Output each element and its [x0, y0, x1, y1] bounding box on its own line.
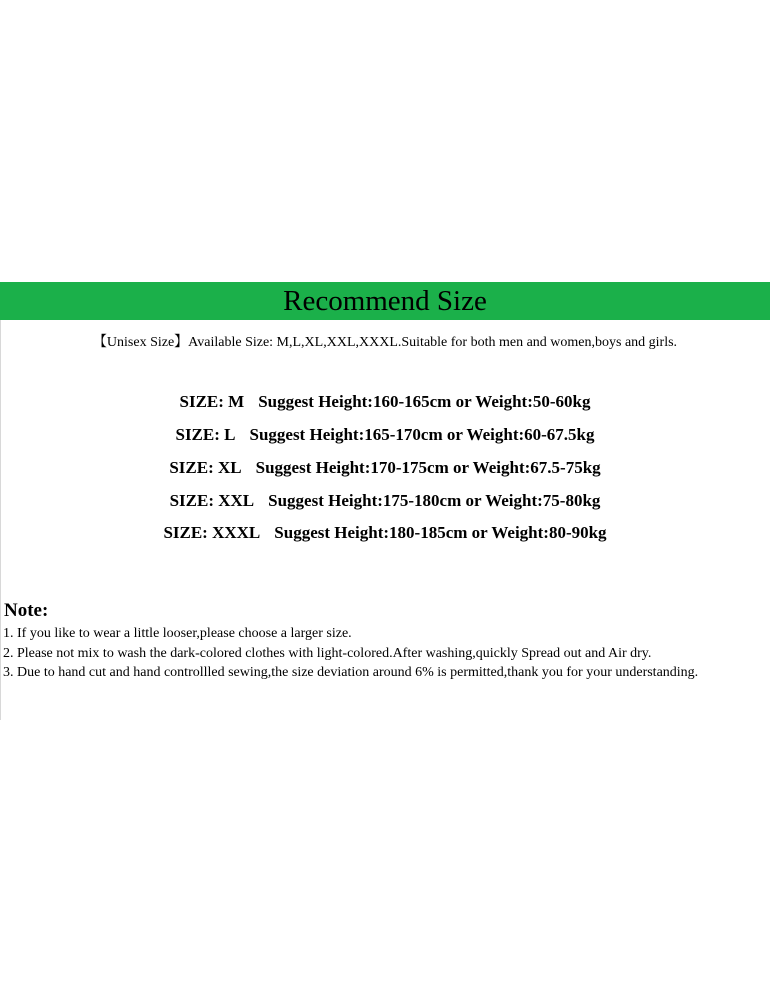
note-item: 2. Please not mix to wash the dark-colored clothes with light-colored.After washing,quickly Spread out and Air dry.	[3, 645, 652, 661]
size-label: SIZE: L	[175, 425, 236, 445]
size-detail: Suggest Height:170-175cm or Weight:67.5-75kg	[255, 457, 601, 477]
note-item: 1. If you like to wear a little looser,please choose a larger size.	[3, 626, 352, 641]
size-detail: Suggest Height:175-180cm or Weight:75-80kg	[268, 490, 601, 510]
note-item: 3. Due to hand cut and hand controllled sewing,the size deviation around 6% is permitted,thank you for your understanding.	[3, 665, 699, 680]
size-detail: Suggest Height:180-185cm or Weight:80-90kg	[274, 523, 607, 543]
size-detail: Suggest Height:160-165cm or Weight:50-60kg	[258, 392, 591, 412]
size-row-l	[0, 419, 770, 452]
size-detail: Suggest Height:165-170cm or Weight:60-67.5kg	[249, 425, 595, 445]
size-row-xxl	[0, 484, 770, 517]
size-row-xl	[0, 452, 770, 485]
size-label: SIZE: XL	[169, 457, 242, 477]
size-label: SIZE: XXL	[169, 490, 255, 510]
size-label: SIZE: M	[179, 392, 245, 412]
unisex-size-intro: 【Unisex Size】Available Size: M,L,XL,XXL,XXXL.Suitable for both men and women,boys and girls.	[92, 335, 678, 350]
size-row-xxxl	[0, 517, 770, 550]
size-row-m	[0, 386, 770, 419]
note-list	[3, 624, 768, 683]
size-chart	[0, 386, 770, 550]
size-label: SIZE: XXXL	[163, 523, 261, 543]
note-heading: Note:	[4, 600, 49, 621]
banner-title: Recommend Size	[283, 284, 487, 317]
recommend-size-banner	[0, 282, 770, 320]
